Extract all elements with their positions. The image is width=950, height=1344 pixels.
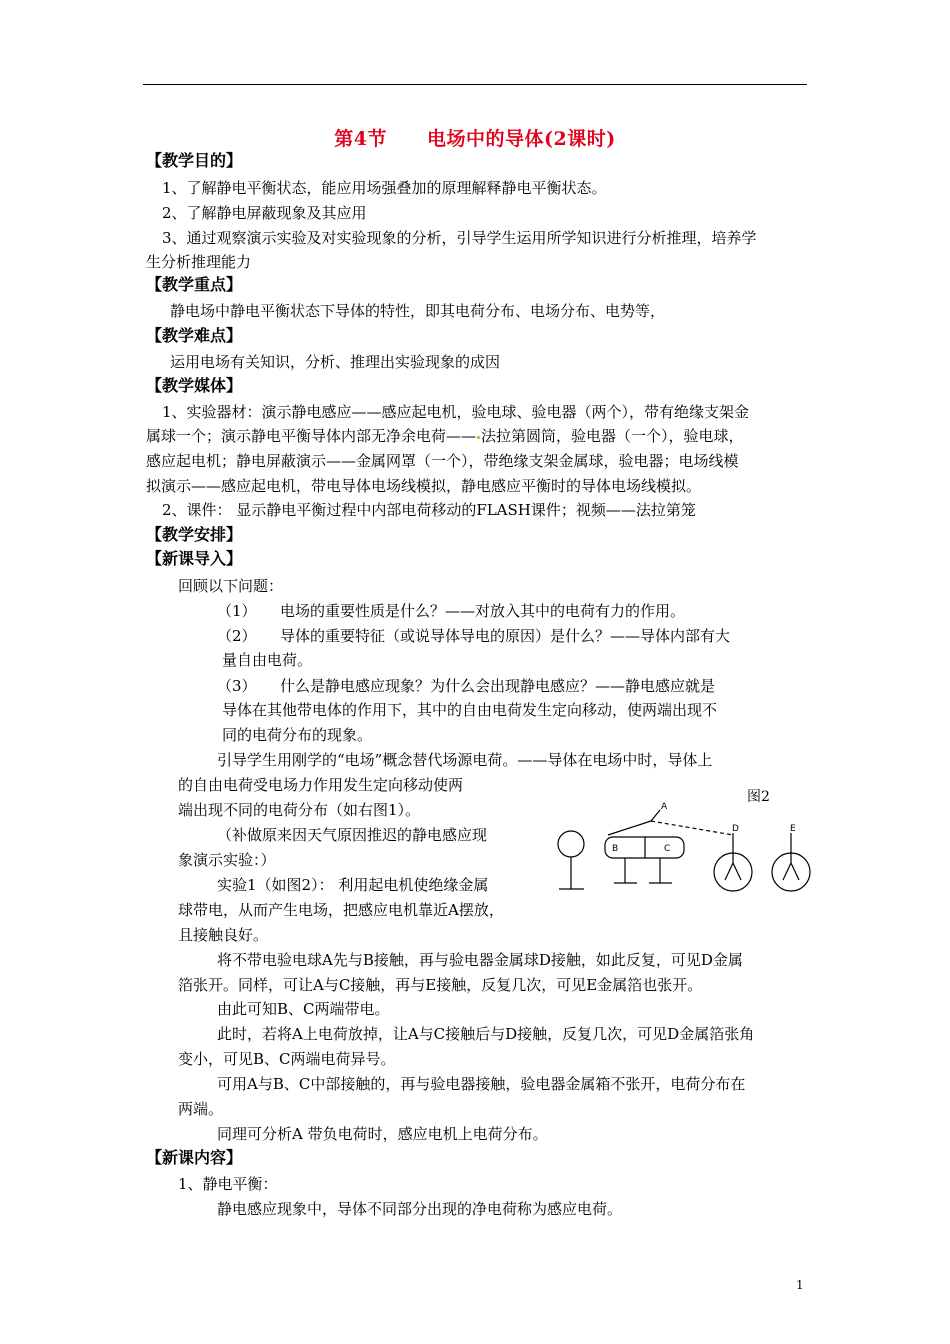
label-b: B bbox=[612, 844, 619, 854]
stray-dot bbox=[477, 436, 480, 439]
a-pointer bbox=[651, 810, 660, 821]
goal-3-cont: 生分析推理能力 bbox=[146, 253, 252, 271]
page-title bbox=[0, 124, 950, 151]
experiment-1-line-3: 且接触良好。 bbox=[178, 926, 269, 944]
paragraph-middle-1: 可用A与B、C中部接触的，再与验电器接触，验电器金属箱不张开，电荷分布在 bbox=[217, 1075, 746, 1093]
electroscope-d-leaf-left bbox=[725, 863, 733, 880]
electroscope-e-leaf-right bbox=[791, 863, 799, 880]
difficulty-text: 运用电场有关知识，分析、推理出实验现象的成因 bbox=[170, 353, 501, 371]
media-line-4: 拟演示——感应起电机，带电导体电场线模拟，静电感应平衡时的导体电场线模拟。 bbox=[146, 477, 702, 495]
paragraph-field-1: 引导学生用刚学的“电场”概念替代场源电荷。——导体在电场中时，导体上 bbox=[217, 751, 713, 769]
paragraph-negative: 同理可分析A 带负电荷时，感应电机上电荷分布。 bbox=[217, 1125, 548, 1143]
page-number: 1 bbox=[796, 1278, 804, 1292]
label-a: A bbox=[661, 802, 668, 812]
electroscope-e-leaf-left bbox=[783, 863, 791, 880]
question-2-cont: 量自由电荷。 bbox=[222, 651, 313, 669]
paragraph-field-3: 端出现不同的电荷分布（如右图1）。 bbox=[178, 801, 421, 819]
path-a-b bbox=[608, 821, 651, 835]
section-title: 电场中的导体(2课时) bbox=[427, 128, 616, 150]
media-line-2: 属球一个；演示静电平衡导体内部无净余电荷—— 法拉第圆筒，验电器（一个），验电球， bbox=[146, 427, 744, 445]
figure-label: 图2 bbox=[747, 789, 770, 805]
experiment-1-line-1: 实验1（如图2）： 利用起电机使绝缘金属 bbox=[217, 876, 489, 894]
label-e: E bbox=[790, 824, 796, 834]
review-label: 回顾以下问题： bbox=[178, 577, 284, 595]
label-c: C bbox=[664, 844, 671, 854]
paragraph-conclusion: 由此可知B、C两端带电。 bbox=[217, 1000, 390, 1018]
heading-key: 【教学重点】 bbox=[146, 275, 243, 294]
electroscope-d-leaf-right bbox=[733, 863, 741, 880]
question-3-cont-2: 同的电荷分布的现象。 bbox=[222, 726, 373, 744]
question-1: 电场的重要性质是什么？——对放入其中的电荷有力的作用。 bbox=[280, 602, 686, 620]
media-line-5: 2、课件： 显示静电平衡过程中内部电荷移动的FLASH课件；视频——法拉第笼 bbox=[162, 501, 696, 519]
goal-3: 3、通过观察演示实验及对实验现象的分析，引导学生运用所学知识进行分析推理，培养学 bbox=[162, 229, 757, 247]
heading-difficulty: 【教学难点】 bbox=[146, 326, 243, 345]
experiment-1-line-2: 球带电，从而产生电场，把感应电机靠近A摆放， bbox=[178, 901, 504, 919]
experiment-figure bbox=[548, 800, 813, 900]
charged-sphere bbox=[558, 831, 584, 857]
paragraph-field-2: 的自由电荷受电场力作用发生定向移动使两 bbox=[178, 776, 464, 794]
key-point: 静电场中静电平衡状态下导体的特性，即其电荷分布、电场分布、电势等， bbox=[170, 302, 666, 320]
paragraph-discharge-2: 变小，可见B、C两端电荷异号。 bbox=[178, 1050, 396, 1068]
question-3-cont-1: 导体在其他带电体的作用下，其中的自由电荷发生定向移动，使两端出现不 bbox=[222, 701, 718, 719]
question-1-number: （1） bbox=[217, 602, 257, 620]
question-3: 什么是静电感应现象？为什么会出现静电感应？——静电感应就是 bbox=[280, 677, 716, 695]
path-a-d bbox=[651, 821, 733, 835]
content-definition: 静电感应现象中，导体不同部分出现的净电荷称为感应电荷。 bbox=[217, 1200, 623, 1218]
heading-intro: 【新课导入】 bbox=[146, 549, 243, 568]
paragraph-middle-2: 两端。 bbox=[178, 1100, 224, 1118]
question-3-number: （3） bbox=[217, 677, 257, 695]
heading-media: 【教学媒体】 bbox=[146, 376, 243, 395]
paragraph-contact-2: 箔张开。同样，可让A与C接触，再与E接触，反复几次，可见E金属箔也张开。 bbox=[178, 976, 703, 994]
section-number: 第4节 bbox=[334, 128, 388, 150]
question-2-number: （2） bbox=[217, 627, 257, 645]
heading-goals: 【教学目的】 bbox=[146, 151, 243, 170]
question-2: 导体的重要特征（或说导体导电的原因）是什么？——导体内部有大 bbox=[280, 627, 731, 645]
content-item-1: 1、静电平衡： bbox=[178, 1175, 278, 1193]
goal-1: 1、了解静电平衡状态，能应用场强叠加的原理解释静电平衡状态。 bbox=[162, 179, 607, 197]
heading-content: 【新课内容】 bbox=[146, 1148, 243, 1167]
media-line-3: 感应起电机；静电屏蔽演示——金属网罩（一个），带绝缘支架金属球，验电器；电场线模 bbox=[146, 452, 739, 470]
heading-arrangement: 【教学安排】 bbox=[146, 525, 243, 544]
paragraph-contact-1: 将不带电验电球A先与B接触，再与验电器金属球D接触，如此反复，可见D金属 bbox=[217, 951, 743, 969]
paragraph-discharge-1: 此时，若将A上电荷放掉，让A与C接触后与D接触，反复几次，可见D金属箔张角 bbox=[217, 1025, 755, 1043]
media-line-1: 1、实验器材：演示静电感应——感应起电机，验电球、验电器（两个），带有绝缘支架金 bbox=[162, 403, 750, 421]
goal-2: 2、了解静电屏蔽现象及其应用 bbox=[162, 204, 367, 222]
paragraph-makeup-1: （补做原来因天气原因推迟的静电感应现 bbox=[217, 826, 488, 844]
paragraph-makeup-2: 象演示实验：） bbox=[178, 851, 276, 869]
header-rule bbox=[143, 84, 807, 85]
label-d: D bbox=[732, 824, 739, 834]
